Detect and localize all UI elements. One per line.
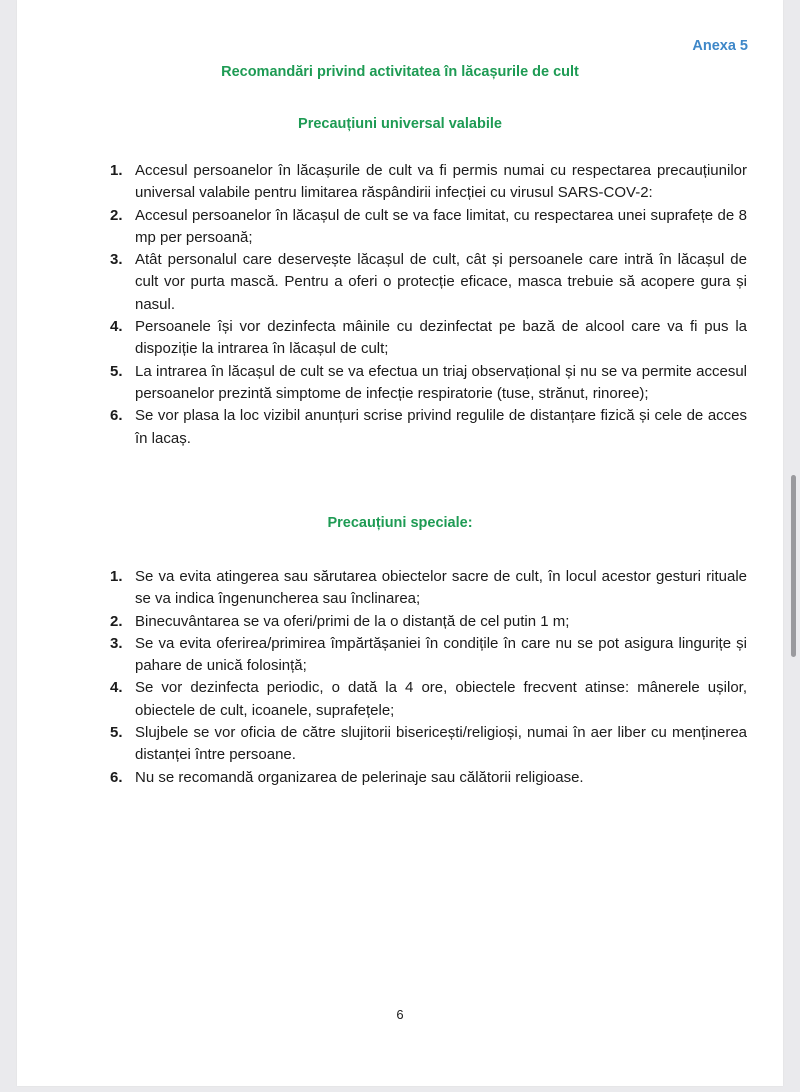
item-number: 4.	[110, 318, 123, 336]
vertical-scrollbar[interactable]	[791, 475, 796, 657]
item-number: 2.	[110, 206, 123, 224]
item-number: 5.	[110, 724, 123, 742]
item-number: 6.	[110, 407, 123, 425]
list-item	[110, 633, 747, 678]
list-item	[110, 205, 747, 250]
item-text: Se va evita atingerea sau sărutarea obiectelor sacre de cult, în locul acestor gesturi rituale se va indica îngenuncherea sau înclinarea;	[135, 568, 747, 608]
special-precautions-list	[110, 566, 747, 789]
universal-precautions-list	[110, 160, 747, 450]
document-page	[17, 0, 783, 1086]
item-text: Se va evita oferirea/primirea împărtășaniei în condițile în care nu se pot asigura lingurițe și pahare de unică folosință;	[135, 634, 747, 675]
list-item	[110, 361, 747, 406]
list-item	[110, 677, 747, 722]
item-text: Atât personalul care deservește lăcașul de cult, cât și persoanele care intră în lăcașul de cult vor purta mască. Pentru a oferi o protecție eficace, masca trebuie să acopere gura și nasul.	[135, 251, 747, 313]
item-number: 2.	[110, 612, 123, 630]
item-text: Slujbele se vor oficia de către slujitorii bisericești/religioși, numai în aer liber cu menținerea distanței între persoane.	[135, 724, 747, 764]
item-text: Nu se recomandă organizarea de pelerinaje sau călătorii religioase.	[135, 768, 584, 786]
page-number: 6	[396, 1007, 404, 1022]
item-text: Accesul persoanelor în lăcașul de cult se va face limitat, cu respectarea unei suprafețe de 8 mp per persoană;	[135, 206, 747, 246]
list-item	[110, 249, 747, 316]
list-item	[110, 316, 747, 361]
item-number: 4.	[110, 679, 123, 697]
document-title: Recomandări privind activitatea în lăcașurile de cult	[221, 64, 579, 80]
section-title-universal: Precauțiuni universal valabile	[298, 116, 502, 132]
item-text: Se vor plasa la loc vizibil anunțuri scrise privind regulile de distanțare fizică și cele de acces în lacaș.	[135, 407, 747, 447]
item-text: Accesul persoanelor în lăcașurile de cult va fi permis numai cu respectarea precauțiunilor universal valabile pentru limitarea răspândirii infecției cu virusul SARS-COV-2:	[135, 162, 747, 202]
item-number: 6.	[110, 768, 123, 786]
list-item	[110, 767, 747, 789]
item-text: Se vor dezinfecta periodic, o dată la 4 ore, obiectele frecvent atinse: mânerele ușilor, obiectele de cult, icoanele, suprafețele;	[135, 679, 747, 719]
item-text: Binecuvântarea se va oferi/primi de la o distanță de cel putin 1 m;	[135, 612, 570, 630]
item-number: 1.	[110, 162, 123, 179]
item-number: 3.	[110, 251, 123, 269]
section-title-special: Precauțiuni speciale:	[327, 515, 473, 531]
item-number: 3.	[110, 634, 123, 652]
item-number: 1.	[110, 568, 123, 585]
item-number: 5.	[110, 362, 123, 380]
list-item	[110, 160, 747, 205]
list-item	[110, 405, 747, 450]
list-item	[110, 722, 747, 767]
list-item	[110, 611, 747, 633]
list-item	[110, 566, 747, 611]
item-text: Persoanele își vor dezinfecta mâinile cu dezinfectat pe bază de alcool care va fi pus la dispoziție la intrarea în lăcașul de cult;	[135, 318, 747, 358]
annex-label: Anexa 5	[692, 38, 748, 54]
item-text: La intrarea în lăcașul de cult se va efectua un triaj observațional și nu se va permite accesul persoanelor prezintă simptome de infecție respiratorie (tuse, strănut, rinoree);	[135, 362, 747, 402]
